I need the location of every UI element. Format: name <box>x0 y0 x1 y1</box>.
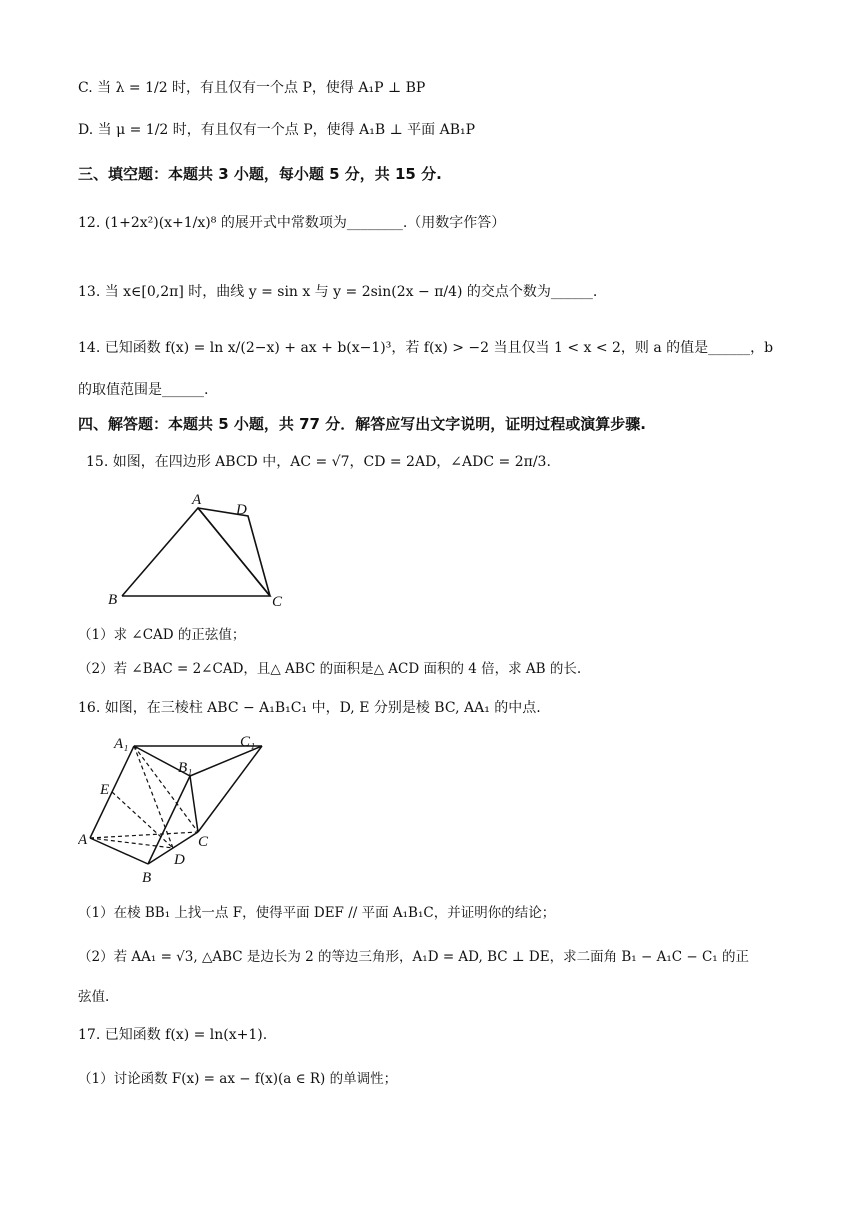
question-14-line2: 的取值范围是______. <box>78 382 209 398</box>
fig15-label-d: D <box>236 502 247 518</box>
fig16-label-a1: A₁ <box>114 736 129 752</box>
section-4-heading: 四、解答题：本题共 5 小题，共 77 分．解答应写出文字说明，证明过程或演算步骤. <box>78 415 646 433</box>
question-17-part1: （1）讨论函数 F(x) = ax − f(x)(a ∈ R) 的单调性； <box>78 1071 398 1087</box>
question-16-part1: （1）在棱 BB₁ 上找一点 F，使得平面 DEF // 平面 A₁B₁C，并证明你的结论； <box>78 905 556 921</box>
question-13: 13. 当 x∈[0,2π] 时，曲线 y = sin x 与 y = 2sin(2x − π/4) 的交点个数为______. <box>78 284 598 300</box>
figure-16 <box>78 732 278 887</box>
fig16-label-c1: C₁ <box>240 734 256 750</box>
fig15-label-a: A <box>192 492 202 508</box>
question-15: 15. 如图，在四边形 ABCD 中，AC = √7，CD = 2AD，∠ADC = 2π/3. <box>86 454 551 470</box>
fig16-label-b: B <box>142 870 152 886</box>
fig16-label-a: A <box>78 832 88 848</box>
question-16-part2-line1: （2）若 AA₁ = √3, △ABC 是边长为 2 的等边三角形，A₁D = AD, BC ⊥ DE，求二面角 B₁ − A₁C − C₁ 的正 <box>78 949 749 965</box>
fig16-label-e: E <box>100 782 110 798</box>
question-15-part1: （1）求 ∠CAD 的正弦值； <box>78 627 246 643</box>
fig15-label-b: B <box>108 592 118 608</box>
question-16-part2-line2: 弦值. <box>78 989 110 1005</box>
option-c: C. 当 λ = 1/2 时，有且仅有一个点 P，使得 A₁P ⊥ BP <box>78 80 426 96</box>
option-d: D. 当 μ = 1/2 时，有且仅有一个点 P，使得 A₁B ⊥ 平面 AB₁P <box>78 122 476 138</box>
fig16-label-b1: B₁ <box>178 760 193 776</box>
question-16: 16. 如图，在三棱柱 ABC − A₁B₁C₁ 中，D, E 分别是棱 BC, AA₁ 的中点. <box>78 700 541 716</box>
fig16-label-c: C <box>198 834 209 850</box>
question-12: 12. (1+2x²)(x+1/x)⁸ 的展开式中常数项为________.（用数字作答） <box>78 215 506 231</box>
fig15-label-c: C <box>272 594 283 610</box>
fig16-label-d: D <box>174 852 185 868</box>
question-17: 17. 已知函数 f(x) = ln(x+1). <box>78 1027 268 1043</box>
section-3-heading: 三、填空题：本题共 3 小题，每小题 5 分，共 15 分. <box>78 165 442 183</box>
question-14-line1: 14. 已知函数 f(x) = ln x/(2−x) + ax + b(x−1)³，若 f(x) > −2 当且仅当 1 < x < 2，则 a 的值是______，b <box>78 340 774 356</box>
figure-15 <box>100 490 300 615</box>
question-15-part2: （2）若 ∠BAC = 2∠CAD，且△ ABC 的面积是△ ACD 面积的 4 倍，求 AB 的长. <box>78 661 582 677</box>
